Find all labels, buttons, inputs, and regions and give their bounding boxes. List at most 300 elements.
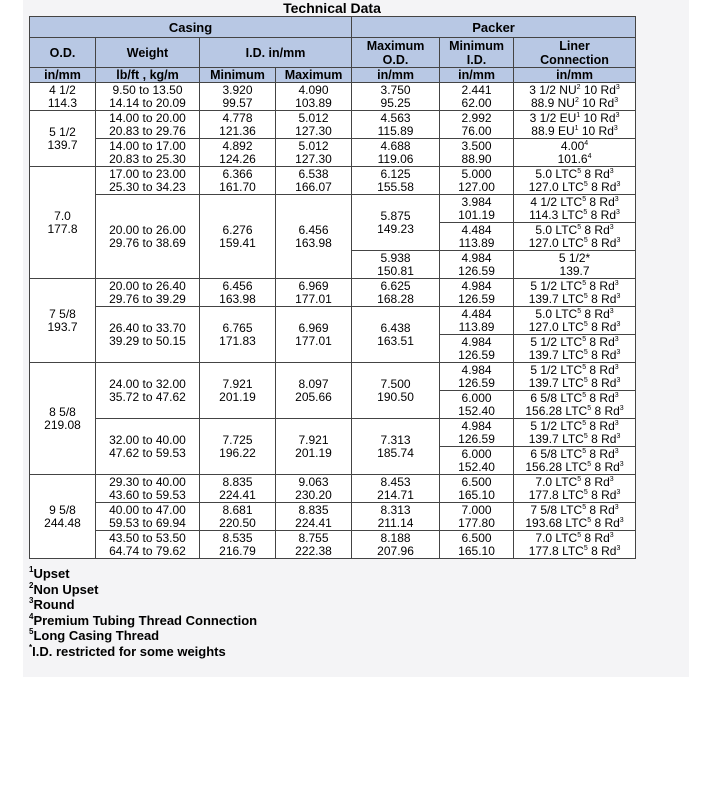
liner-line — [514, 125, 635, 138]
id-max-value: 4.090 — [298, 82, 329, 97]
packer-max-od: 7.500 — [380, 376, 411, 391]
liner-line — [514, 181, 635, 194]
weight-cell — [96, 419, 200, 475]
packer-min-id-cell — [440, 167, 514, 195]
liner-thread: 8 Rd — [587, 319, 617, 334]
id-min-value: 6.765 — [222, 320, 253, 335]
packer-min-id: 126.59 — [458, 347, 495, 362]
liner-footnote-mark: 5 — [583, 208, 588, 216]
liner-footnote-mark: 5 — [587, 404, 592, 412]
id-max-value: 6.969 — [298, 320, 329, 335]
weight-value: 29.76 to 38.69 — [109, 235, 186, 250]
liner-footnote-mark: 5 — [582, 447, 587, 455]
table-row — [30, 363, 636, 391]
liner-footnote-mark: 3 — [616, 544, 621, 552]
packer-max-od-cell — [352, 139, 440, 167]
packer-max-od-cell — [352, 363, 440, 419]
weight-value: 20.83 to 29.76 — [109, 123, 186, 138]
unit-min-id: in/mm — [440, 68, 514, 83]
casing-od-cell — [30, 167, 96, 279]
liner-thread: 8 Rd — [581, 166, 610, 181]
id-max-value: 205.66 — [295, 389, 332, 404]
casing-od: 4 1/2 — [49, 82, 76, 97]
liner-footnote-mark: 5 — [587, 516, 592, 524]
footnote-mark: 2 — [29, 580, 34, 590]
liner-footnote-mark: 3 — [616, 292, 621, 300]
packer-min-id: 4.984 — [461, 334, 492, 349]
casing-od: 8 5/8 — [49, 404, 76, 419]
packer-max-od-cell — [352, 307, 440, 363]
liner-footnote-mark: 5 — [582, 363, 587, 371]
liner-footnote-mark: 5 — [582, 419, 587, 427]
weight-value: 43.50 to 53.50 — [109, 530, 186, 545]
liner-text: 4.00 — [560, 138, 585, 153]
min-id-header-line: Minimum — [449, 38, 504, 53]
liner-header — [514, 38, 636, 68]
weight-value: 25.30 to 34.23 — [109, 179, 186, 194]
liner-line — [514, 517, 635, 530]
weight-cell — [96, 307, 200, 363]
id-min-value: 220.50 — [219, 515, 256, 530]
packer-min-id-cell — [440, 475, 514, 503]
weight-value: 14.14 to 20.09 — [109, 95, 186, 110]
weight-value: 20.00 to 26.00 — [109, 222, 186, 237]
maximum-header: Maximum — [276, 68, 352, 83]
liner-footnote-mark: 5 — [582, 279, 587, 287]
liner-connection-cell — [514, 167, 636, 195]
liner-footnote-mark: 3 — [614, 391, 619, 399]
id-min-value: 121.36 — [219, 123, 256, 138]
liner-footnote-mark: 2 — [576, 83, 581, 91]
id-min-value: 99.57 — [222, 95, 253, 110]
liner-footnote-mark: 2 — [574, 96, 579, 104]
packer-max-od: 185.74 — [377, 445, 414, 460]
packer-max-od-cell — [352, 195, 440, 251]
footnotes — [29, 566, 257, 660]
id-max-value: 127.30 — [295, 151, 332, 166]
casing-od: 9 5/8 — [49, 502, 76, 517]
id-max-cell — [276, 139, 352, 167]
packer-min-id-cell — [440, 251, 514, 279]
packer-min-id-cell — [440, 335, 514, 363]
packer-min-id-cell — [440, 279, 514, 307]
casing-od: 193.7 — [47, 319, 78, 334]
liner-footnote-mark: 3 — [616, 348, 621, 356]
weight-cell — [96, 167, 200, 195]
id-max-cell — [276, 167, 352, 195]
weight-cell — [96, 531, 200, 559]
weight-value: 47.62 to 59.53 — [109, 445, 186, 460]
id-max-value: 127.30 — [295, 123, 332, 138]
packer-min-id: 2.441 — [461, 82, 492, 97]
id-max-cell — [276, 111, 352, 139]
liner-text: 5 1/2* — [558, 250, 591, 265]
liner-connection-cell — [514, 419, 636, 447]
liner-text: 3 1/2 NU — [529, 82, 577, 97]
liner-thread: 10 Rd — [578, 123, 614, 138]
liner-footnote-mark: 3 — [615, 111, 620, 119]
weight-value: 29.30 to 40.00 — [109, 474, 186, 489]
id-min-cell — [200, 531, 276, 559]
liner-footnote-mark: 5 — [577, 307, 582, 315]
id-min-cell — [200, 307, 276, 363]
id-max-value: 177.01 — [295, 333, 332, 348]
footnote-text: I.D. restricted for some weights — [32, 643, 226, 659]
liner-footnote-mark: 3 — [615, 83, 620, 91]
table-row — [30, 531, 636, 559]
casing-od: 5 1/2 — [49, 124, 76, 139]
weight-value: 24.00 to 32.00 — [109, 376, 186, 391]
liner-thread: 8 Rd — [581, 306, 610, 321]
id-min-cell — [200, 139, 276, 167]
weight-value: 29.76 to 39.29 — [109, 291, 186, 306]
packer-min-id: 126.59 — [458, 263, 495, 278]
id-max-value: 6.969 — [298, 278, 329, 293]
packer-min-id-cell — [440, 503, 514, 531]
packer-max-od-cell — [352, 419, 440, 475]
liner-footnote-mark: 5 — [582, 503, 587, 511]
liner-text: 6 5/8 LTC — [530, 390, 583, 405]
liner-footnote-mark: 5 — [583, 236, 588, 244]
liner-thread: 8 Rd — [591, 403, 620, 418]
packer-min-id: 4.984 — [461, 418, 492, 433]
liner-line — [514, 377, 635, 390]
liner-footnote-mark: 3 — [616, 432, 621, 440]
packer-max-od: 7.313 — [380, 432, 411, 447]
liner-text: 5.0 LTC — [535, 306, 578, 321]
packer-min-id-cell — [440, 223, 514, 251]
packer-min-id: 4.484 — [461, 306, 492, 321]
liner-footnote-mark: 4 — [587, 152, 592, 160]
liner-footnote-mark: 1 — [576, 111, 581, 119]
packer-min-id: 6.500 — [461, 474, 492, 489]
packer-max-od: 3.750 — [380, 82, 411, 97]
id-max-value: 8.755 — [298, 530, 329, 545]
weight-value: 17.00 to 23.00 — [109, 166, 186, 181]
id-min-value: 6.276 — [222, 222, 253, 237]
weight-value: 40.00 to 47.00 — [109, 502, 186, 517]
weight-value: 26.40 to 33.70 — [109, 320, 186, 335]
liner-connection-cell — [514, 279, 636, 307]
packer-max-od: 163.51 — [377, 333, 414, 348]
casing-od-cell — [30, 83, 96, 111]
packer-max-od: 4.563 — [380, 110, 411, 125]
id-min-cell — [200, 503, 276, 531]
id-max-cell — [276, 307, 352, 363]
liner-text: 5.0 LTC — [535, 166, 578, 181]
id-max-cell — [276, 419, 352, 475]
liner-thread: 10 Rd — [580, 110, 616, 125]
table-row — [30, 503, 636, 531]
liner-footnote-mark: 3 — [616, 376, 621, 384]
liner-text: 139.7 — [559, 263, 590, 278]
weight-value: 32.00 to 40.00 — [109, 432, 186, 447]
liner-footnote-mark: 3 — [614, 279, 619, 287]
packer-min-id: 6.000 — [461, 390, 492, 405]
page-title: Technical Data — [283, 0, 381, 16]
packer-max-od: 6.125 — [380, 166, 411, 181]
packer-min-id: 152.40 — [458, 403, 495, 418]
liner-line — [514, 97, 635, 110]
liner-line — [514, 545, 635, 558]
liner-text: 5 1/2 LTC — [530, 334, 583, 349]
id-min-value: 8.535 — [222, 530, 253, 545]
id-min-value: 7.921 — [222, 376, 253, 391]
liner-thread: 8 Rd — [591, 515, 620, 530]
packer-min-id: 3.500 — [461, 138, 492, 153]
liner-thread: 8 Rd — [586, 362, 615, 377]
id-max-cell — [276, 195, 352, 279]
liner-line — [514, 293, 635, 306]
id-max-value: 103.89 — [295, 95, 332, 110]
liner-footnote-mark: 4 — [584, 139, 589, 147]
footnote-text: Non Upset — [33, 581, 99, 597]
liner-footnote-mark: 5 — [583, 180, 588, 188]
casing-od-cell — [30, 111, 96, 167]
id-min-cell — [200, 83, 276, 111]
id-min-value: 4.778 — [222, 110, 253, 125]
id-min-cell — [200, 419, 276, 475]
liner-text: 5.0 LTC — [535, 222, 578, 237]
id-max-cell — [276, 363, 352, 419]
packer-min-id-cell — [440, 111, 514, 139]
liner-line — [514, 153, 635, 166]
footnote-item — [29, 628, 257, 644]
weight-cell — [96, 503, 200, 531]
max-od-header-line: Maximum — [366, 38, 425, 53]
liner-text: 177.8 LTC — [528, 487, 584, 502]
liner-footnote-mark: 5 — [583, 292, 588, 300]
liner-connection-cell — [514, 83, 636, 111]
packer-max-od: 155.58 — [377, 179, 414, 194]
liner-footnote-mark: 3 — [614, 447, 619, 455]
weight-value: 20.83 to 25.30 — [109, 151, 186, 166]
liner-thread: 8 Rd — [587, 543, 617, 558]
liner-thread: 8 Rd — [591, 459, 620, 474]
id-max-cell — [276, 279, 352, 307]
liner-line — [514, 237, 635, 250]
liner-thread: 8 Rd — [586, 334, 615, 349]
liner-footnote-mark: 3 — [609, 223, 614, 231]
liner-line — [514, 349, 635, 362]
liner-footnote-mark: 5 — [587, 460, 592, 468]
id-max-value: 8.835 — [298, 502, 329, 517]
packer-min-id: 177.80 — [458, 515, 495, 530]
id-min-value: 4.892 — [222, 138, 253, 153]
liner-thread: 8 Rd — [587, 347, 617, 362]
packer-max-od: 119.06 — [377, 151, 414, 166]
liner-connection-cell — [514, 139, 636, 167]
packer-min-id: 5.000 — [461, 166, 492, 181]
id-min-value: 6.456 — [222, 278, 253, 293]
id-max-cell — [276, 83, 352, 111]
liner-line — [514, 405, 635, 418]
liner-header-line: Connection — [540, 52, 609, 67]
min-id-header — [440, 38, 514, 68]
liner-thread: 8 Rd — [586, 390, 615, 405]
packer-max-od: 8.453 — [380, 474, 411, 489]
liner-text: 156.28 LTC — [525, 403, 588, 418]
packer-min-id: 126.59 — [458, 375, 495, 390]
casing-od: 114.3 — [47, 95, 78, 110]
liner-thread: 8 Rd — [587, 179, 617, 194]
max-od-header — [352, 38, 440, 68]
liner-text: 7.0 LTC — [535, 530, 578, 545]
packer-min-id: 165.10 — [458, 487, 495, 502]
packer-min-id: 101.19 — [458, 207, 495, 222]
liner-footnote-mark: 3 — [614, 363, 619, 371]
liner-footnote-mark: 3 — [616, 180, 621, 188]
packer-max-od-cell — [352, 503, 440, 531]
liner-connection-cell — [514, 391, 636, 419]
table-row — [30, 419, 636, 447]
liner-text: 4 1/2 LTC — [530, 194, 583, 209]
liner-thread: 8 Rd — [586, 194, 615, 209]
packer-max-od: 211.14 — [377, 515, 414, 530]
table-row — [30, 475, 636, 503]
liner-thread: 8 Rd — [581, 530, 610, 545]
id-max-cell — [276, 531, 352, 559]
liner-text: 177.8 LTC — [528, 543, 584, 558]
footnote-text: Round — [33, 597, 75, 613]
liner-text: 7 5/8 LTC — [530, 502, 583, 517]
id-max-value: 6.538 — [298, 166, 329, 181]
liner-thread: 8 Rd — [587, 235, 617, 250]
liner-text: 3 1/2 EU — [529, 110, 577, 125]
id-max-cell — [276, 475, 352, 503]
liner-footnote-mark: 5 — [583, 320, 588, 328]
id-min-value: 216.79 — [219, 543, 256, 558]
weight-value: 9.50 to 13.50 — [112, 82, 183, 97]
table-row — [30, 83, 636, 111]
liner-footnote-mark: 5 — [583, 376, 588, 384]
id-min-cell — [200, 167, 276, 195]
packer-max-od: 8.188 — [380, 530, 411, 545]
weight-cell — [96, 111, 200, 139]
liner-footnote-mark: 3 — [613, 124, 618, 132]
packer-min-id: 126.59 — [458, 291, 495, 306]
liner-text: 139.7 LTC — [528, 431, 584, 446]
liner-text: 101.6 — [557, 151, 588, 166]
liner-text: 7.0 LTC — [535, 474, 578, 489]
packer-max-od-cell — [352, 531, 440, 559]
packer-header: Packer — [352, 17, 636, 38]
liner-connection-cell — [514, 503, 636, 531]
liner-footnote-mark: 3 — [619, 516, 624, 524]
liner-text: 127.0 LTC — [528, 179, 584, 194]
packer-max-od: 214.71 — [377, 487, 414, 502]
packer-min-id-cell — [440, 307, 514, 335]
id-max-value: 222.38 — [295, 543, 332, 558]
packer-max-od: 207.96 — [377, 543, 414, 558]
packer-min-id-cell — [440, 139, 514, 167]
liner-footnote-mark: 1 — [574, 124, 579, 132]
packer-max-od-cell — [352, 475, 440, 503]
liner-footnote-mark: 5 — [583, 348, 588, 356]
footnote-item — [29, 566, 257, 582]
id-min-value: 163.98 — [219, 291, 256, 306]
liner-line — [514, 321, 635, 334]
liner-footnote-mark: 3 — [614, 195, 619, 203]
liner-text: 88.9 EU — [531, 123, 575, 138]
liner-footnote-mark: 3 — [614, 503, 619, 511]
packer-min-id: 4.984 — [461, 250, 492, 265]
max-od-header-line: O.D. — [382, 52, 409, 67]
liner-footnote-mark: 3 — [616, 208, 620, 216]
weight-value: 43.60 to 59.53 — [109, 487, 186, 502]
packer-max-od: 8.313 — [380, 502, 411, 517]
packer-max-od: 5.938 — [380, 250, 411, 265]
liner-connection-cell — [514, 447, 636, 475]
casing-od: 7 5/8 — [49, 306, 76, 321]
liner-footnote-mark: 3 — [614, 96, 619, 104]
footnote-text: Premium Tubing Thread Connection — [33, 612, 258, 628]
packer-max-od-cell — [352, 83, 440, 111]
packer-min-id: 3.984 — [461, 194, 492, 209]
footnote-mark: 5 — [29, 627, 34, 637]
liner-footnote-mark: 3 — [609, 475, 614, 483]
packer-min-id-cell — [440, 363, 514, 391]
weight-cell — [96, 363, 200, 419]
table-body — [30, 83, 636, 559]
weight-value: 59.53 to 69.94 — [109, 515, 186, 530]
id-min-cell — [200, 195, 276, 279]
weight-value: 35.72 to 47.62 — [109, 389, 186, 404]
id-max-value: 201.19 — [295, 445, 332, 460]
packer-max-od: 5.875 — [380, 208, 411, 223]
packer-max-od: 115.89 — [377, 123, 414, 138]
footnote-item — [29, 644, 257, 660]
id-min-value: 8.681 — [222, 502, 253, 517]
weight-value: 20.00 to 26.40 — [109, 278, 186, 293]
liner-text: 139.7 LTC — [528, 291, 584, 306]
liner-text: 6 5/8 LTC — [530, 446, 583, 461]
weight-header: Weight — [96, 38, 200, 68]
liner-text: 127.0 LTC — [528, 319, 584, 334]
id-max-value: 177.01 — [295, 291, 332, 306]
od-header: O.D. — [30, 38, 96, 68]
unit-max-od: in/mm — [352, 68, 440, 83]
table-row — [30, 279, 636, 307]
liner-footnote-mark: 5 — [582, 195, 587, 203]
liner-line — [514, 489, 635, 502]
packer-min-id: 76.00 — [461, 123, 492, 138]
packer-max-od-cell — [352, 111, 440, 139]
liner-thread: 8 Rd — [586, 502, 615, 517]
footnote-item — [29, 582, 257, 598]
liner-footnote-mark: 5 — [577, 167, 582, 175]
id-min-value: 6.366 — [222, 166, 253, 181]
packer-max-od: 4.688 — [380, 138, 411, 153]
liner-footnote-mark: 5 — [583, 544, 588, 552]
weight-cell — [96, 139, 200, 167]
footnote-text: Long Casing Thread — [33, 628, 160, 644]
packer-max-od: 6.438 — [380, 320, 411, 335]
footnote-mark: 3 — [29, 596, 34, 606]
liner-thread: 8 Rd — [581, 474, 610, 489]
liner-header-line: Liner — [559, 38, 590, 53]
id-max-value: 9.063 — [298, 474, 329, 489]
liner-line — [514, 209, 635, 222]
liner-footnote-mark: 3 — [616, 236, 621, 244]
id-min-cell — [200, 363, 276, 419]
id-max-value: 5.012 — [298, 138, 329, 153]
packer-max-od: 149.23 — [377, 221, 414, 236]
id-min-value: 201.19 — [219, 389, 256, 404]
table-row — [30, 195, 636, 223]
id-max-value: 6.456 — [298, 222, 329, 237]
liner-footnote-mark: 3 — [609, 167, 614, 175]
